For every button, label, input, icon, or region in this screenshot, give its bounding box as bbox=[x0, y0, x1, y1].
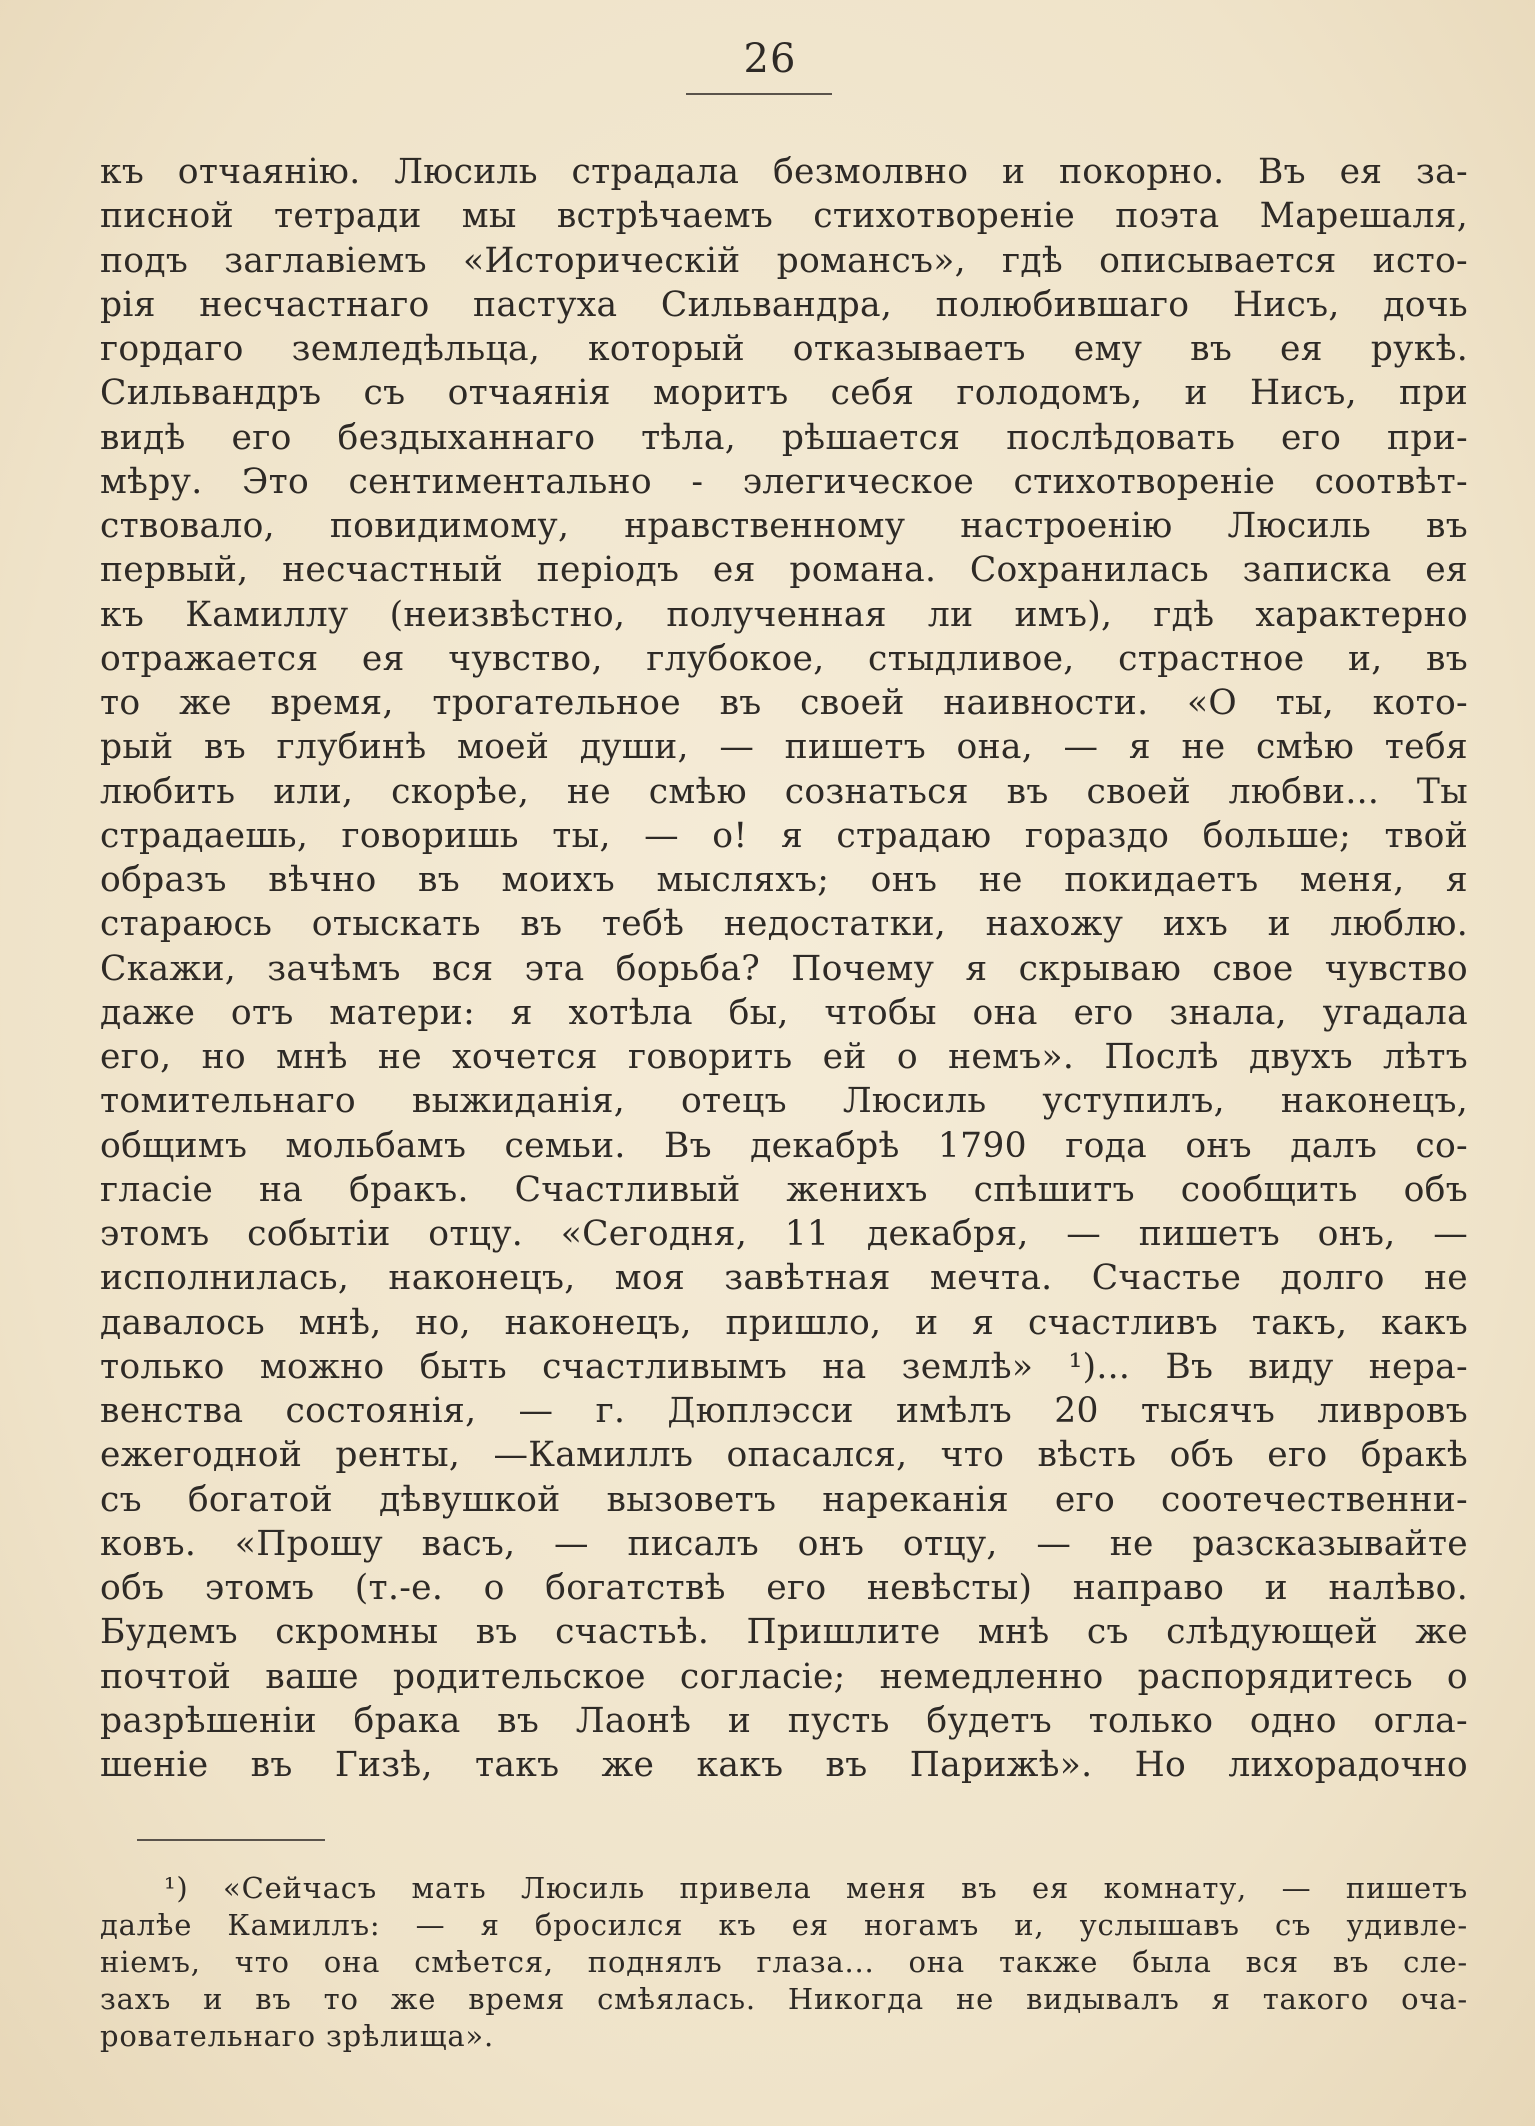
text-line: объ этомъ (т.-е. о богатствѣ его невѣсты) направо и налѣво. bbox=[100, 1568, 1468, 1608]
text-line: гласіе на бракъ. Счастливый женихъ спѣшитъ сообщить объ bbox=[100, 1169, 1468, 1210]
text-line: видѣ его бездыханнаго тѣла, рѣшается послѣдовать его при- bbox=[100, 417, 1468, 458]
text-line: къ Камиллу (неизвѣстно, полученная ли имъ), гдѣ характерно bbox=[100, 594, 1468, 635]
text-line: стараюсь отыскать въ тебѣ недостатки, нахожу ихъ и люблю. bbox=[100, 904, 1468, 945]
text-line: этомъ событіи отцу. «Сегодня, 11 декабря, — пишетъ онъ, — bbox=[100, 1214, 1468, 1254]
text-line: ковъ. «Прошу васъ, — писалъ онъ отцу, — не разсказывайте bbox=[100, 1523, 1468, 1564]
text-line: даже отъ матери: я хотѣла бы, чтобы она его знала, угадала bbox=[100, 992, 1468, 1033]
text-line: съ богатой дѣвушкой вызоветъ нареканія его соотечественни- bbox=[100, 1479, 1468, 1520]
text-line: только можно быть счастливымъ на землѣ» ¹)... Въ виду нера- bbox=[100, 1346, 1468, 1387]
text-line: образъ вѣчно въ моихъ мысляхъ; онъ не покидаетъ меня, я bbox=[100, 860, 1468, 900]
text-line: венства состоянія, — г. Дюплэсси имѣлъ 20 тысячъ ливровъ bbox=[100, 1391, 1468, 1431]
text-line: рый въ глубинѣ моей души, — пишетъ она, — я не смѣю тебя bbox=[100, 727, 1468, 768]
body-text bbox=[100, 150, 1468, 1787]
page-number: 26 bbox=[743, 36, 797, 82]
text-line: ствовало, повидимому, нравственному настроенію Люсиль въ bbox=[100, 506, 1468, 546]
text-line: писной тетради мы встрѣчаемъ стихотвореніе поэта Марешаля, bbox=[100, 196, 1468, 237]
text-line: мѣру. Это сентиментально - элегическое стихотвореніе соотвѣт- bbox=[100, 461, 1468, 502]
footnote-line: ніемъ, что она смѣется, поднялъ глаза... она также была вся въ сле- bbox=[100, 1945, 1468, 1979]
footnote-line: ровательнаго зрѣлища». bbox=[100, 2019, 494, 2053]
footnote-line: захъ и въ то же время смѣялась. Никогда не видывалъ я такого оча- bbox=[100, 1982, 1468, 2016]
footnote bbox=[100, 1870, 1468, 2055]
footnote-line: ¹) «Сейчасъ мать Люсиль привела меня въ ея комнату, — пишетъ bbox=[164, 1871, 1468, 1905]
text-line: исполнилась, наконецъ, моя завѣтная мечта. Счастье долго не bbox=[100, 1258, 1468, 1299]
footnote-line: далѣе Камиллъ: — я бросился къ ея ногамъ и, услышавъ съ удивле- bbox=[100, 1908, 1468, 1942]
text-line: его, но мнѣ не хочется говорить ей о немъ». Послѣ двухъ лѣтъ bbox=[100, 1037, 1468, 1077]
text-line: почтой ваше родительское согласіе; немедленно распорядитесь о bbox=[100, 1656, 1468, 1697]
text-line: гордаго земледѣльца, который отказываетъ ему въ ея рукѣ. bbox=[100, 329, 1468, 369]
text-line: отражается ея чувство, глубокое, стыдливое, страстное и, въ bbox=[100, 638, 1468, 679]
text-line: общимъ мольбамъ семьи. Въ декабрѣ 1790 года онъ далъ со- bbox=[100, 1125, 1468, 1166]
text-line: подъ заглавіемъ «Историческій романсъ», гдѣ описывается исто- bbox=[100, 240, 1468, 281]
text-line: любить или, скорѣе, не смѣю сознаться въ своей любви... Ты bbox=[100, 771, 1468, 812]
footnote-rule bbox=[137, 1839, 325, 1841]
text-line: рія несчастнаго пастуха Сильвандра, полюбившаго Нисъ, дочь bbox=[100, 284, 1468, 325]
text-line: первый, несчастный періодъ ея романа. Сохранилась записка ея bbox=[100, 550, 1468, 591]
text-line: разрѣшеніи брака въ Лаонѣ и пусть будетъ только одно огла- bbox=[100, 1700, 1468, 1741]
page-number-rule bbox=[686, 93, 832, 95]
text-line: Будемъ скромны въ счастьѣ. Пришлите мнѣ съ слѣдующей же bbox=[100, 1612, 1468, 1653]
text-line: Скажи, зачѣмъ вся эта борьба? Почему я скрываю свое чувство bbox=[100, 948, 1468, 989]
text-line: давалось мнѣ, но, наконецъ, пришло, и я счастливъ такъ, какъ bbox=[100, 1302, 1468, 1343]
text-line: страдаешь, говоришь ты, — о! я страдаю гораздо больше; твой bbox=[100, 815, 1468, 856]
text-line: ежегодной ренты, —Камиллъ опасался, что вѣсть объ его бракѣ bbox=[100, 1435, 1468, 1476]
text-line: томительнаго выжиданія, отецъ Люсиль уступилъ, наконецъ, bbox=[100, 1081, 1468, 1122]
text-line: къ отчаянію. Люсиль страдала безмолвно и покорно. Въ ея за- bbox=[100, 152, 1468, 192]
text-line: шеніе въ Гизѣ, такъ же какъ въ Парижѣ». Но лихорадочно bbox=[100, 1745, 1468, 1785]
text-line: Сильвандръ съ отчаянія моритъ себя голодомъ, и Нисъ, при bbox=[100, 373, 1468, 414]
text-line: то же время, трогательное въ своей наивности. «О ты, кото- bbox=[100, 683, 1468, 723]
